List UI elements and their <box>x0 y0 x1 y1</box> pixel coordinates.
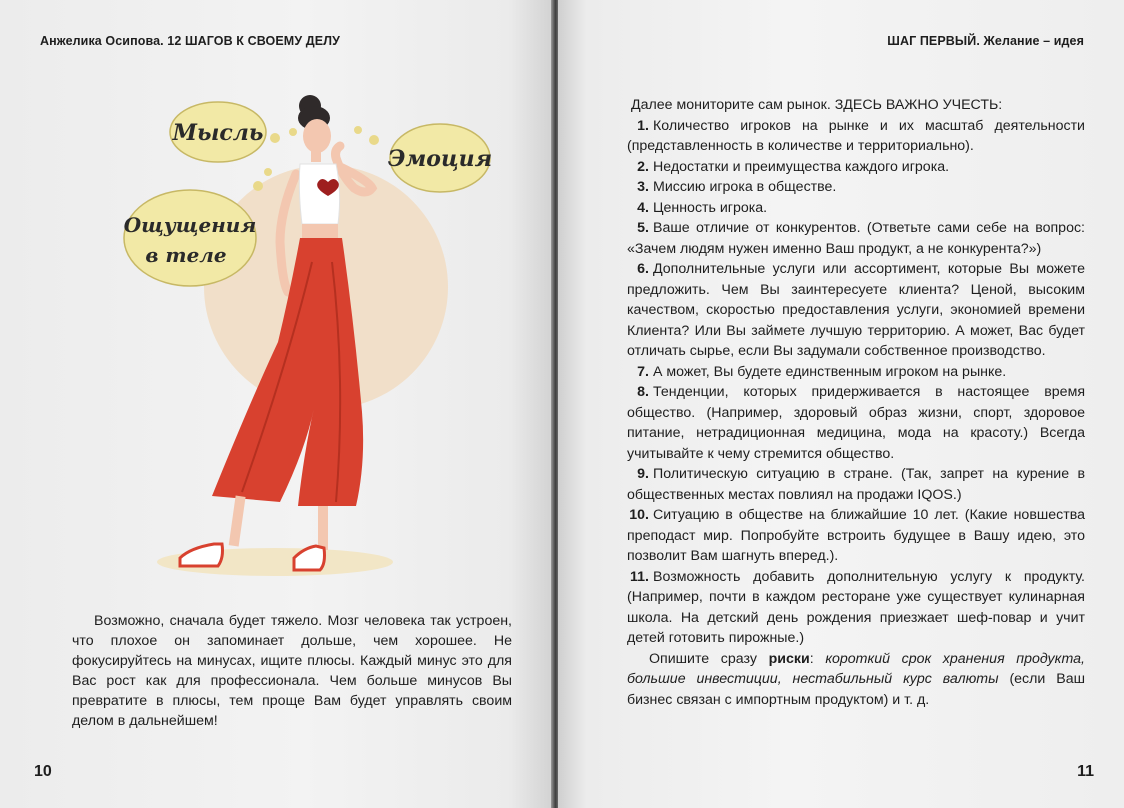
illustration-woman <box>110 92 500 592</box>
thought-dot <box>264 168 272 176</box>
left-page <box>0 0 553 808</box>
thought-dot <box>354 126 362 134</box>
running-head-left: Анжелика Осипова. 12 ШАГОВ К СВОЕМУ ДЕЛУ <box>40 34 340 48</box>
right-page <box>558 0 1124 808</box>
list-item <box>627 505 1085 567</box>
list-item-number: 4. <box>637 199 649 216</box>
right-body-text <box>627 95 1085 710</box>
bubble-emotion-label: Эмоция <box>387 146 493 172</box>
list-item <box>627 157 1085 178</box>
closing-paragraph <box>627 649 1085 711</box>
list-item-number: 3. <box>637 179 649 195</box>
paragraph: Возможно, сначала будет тяжело. Мозг человека так устроен, что плохое он запоминает дольше, чем хорошее. Не фокусируйтесь на минусах, ищите плюсы. Каждый минус это для Вас рост как для профессионала. Чем больше минусов Вы превратите в плюсы, тем проще Вам будет управлять своим делом в дальнейшем! <box>72 613 512 730</box>
list-item-number: 1. <box>637 117 649 134</box>
list-item-text: Ценность игрока. <box>653 199 768 216</box>
list-item <box>627 116 1085 157</box>
list-item-number: 9. <box>637 466 649 482</box>
list-item-text: Политическую ситуацию в стране. (Так, запрет на курение в общественных местах повлиял на продажи IQOS.) <box>627 466 1085 503</box>
list-item-text: Миссию игрока в обществе. <box>653 179 837 195</box>
list-item-text: Возможность добавить дополнительную услугу к продукту. (Например, почти в каждом ресторане уже существует кулинарная школа. На детский день рождения приезжает шеф-повар и учит детей готовить пирожные.) <box>627 568 1085 646</box>
bubble-thought <box>170 102 266 162</box>
intro-line: Далее мониторите сам рынок. ЗДЕСЬ ВАЖНО УЧЕСТЬ: <box>631 97 1003 113</box>
page-number-right: 11 <box>1077 763 1094 780</box>
list-item <box>627 382 1085 464</box>
list-item <box>627 177 1085 198</box>
bubble-sensations-line2: в теле <box>145 243 227 267</box>
list-item <box>627 464 1085 505</box>
closing-tail: (если Ваш бизнес связан с импортным продуктом) и т. д. <box>627 671 1085 708</box>
list-item-number: 11. <box>630 568 649 585</box>
list-item-number: 10. <box>629 507 649 523</box>
list-item <box>627 362 1085 383</box>
thought-dot <box>369 135 379 145</box>
bubble-sensations-line1: Ощущения <box>123 213 257 237</box>
list-item-text: Количество игроков на рынке и их масштаб деятельности (представленность в количестве и территориально). <box>627 117 1085 154</box>
risks-list: короткий срок хранения продукта, большие инвестиции, нестабильный курс валюты <box>627 650 1085 687</box>
list-item-number: 8. <box>637 384 649 400</box>
list-item <box>627 567 1085 649</box>
risks-colon: : <box>809 650 814 667</box>
running-head-right: ШАГ ПЕРВЫЙ. Желание – идея <box>887 34 1084 48</box>
list-item-text: Ситуацию в обществе на ближайшие 10 лет. (Какие новшества преподаст мир. Попробуйте встроить будущее в Вашу идею, это позволит Вам шагнуть вперед.). <box>627 507 1085 564</box>
page-number-left: 10 <box>34 763 52 780</box>
list-item-number: 6. <box>637 261 649 277</box>
closing-lead: Опишите сразу <box>649 650 757 667</box>
list-item-number: 2. <box>637 158 649 175</box>
thought-dot <box>270 133 280 143</box>
list-item-number: 7. <box>637 363 649 380</box>
bubble-thought-label: Мысль <box>172 120 264 146</box>
list-item <box>627 259 1085 362</box>
list-item-text: Ваше отличие от конкурентов. (Ответьте сами себе на вопрос: «Зачем людям нужен именно Ваш продукт, а не конкурента?») <box>627 220 1085 257</box>
list-item-text: Дополнительные услуги или ассортимент, которые Вы можете предложить. Чем Вы заинтересуете клиента? Ценой, высоким качеством, скоростью предоставления услуги, экономией времени Клиента? Или Вы займете лучшую территорию. А может, Вас будет отличать сырье, если Вы задумали собственное производство. <box>627 261 1085 359</box>
left-body-text <box>72 611 512 732</box>
list-item <box>627 218 1085 259</box>
list-item-number: 5. <box>637 220 649 236</box>
risks-word: риски <box>768 650 810 667</box>
list-item <box>627 198 1085 219</box>
numbered-list <box>627 116 1085 649</box>
list-item-text: Тенденции, которых придерживается в настоящее время общество. (Например, здоровый образ жизни, спорт, здоровое питание, нетрадиционная медицина, мода на красоту.) Всегда учитывайте к чему стремится общество. <box>627 384 1085 462</box>
thought-dot <box>289 128 297 136</box>
list-item-text: Недостатки и преимущества каждого игрока. <box>653 158 950 175</box>
thought-dot <box>253 181 263 191</box>
bubble-sensations <box>124 190 257 286</box>
list-item-text: А может, Вы будете единственным игроком на рынке. <box>653 363 1007 380</box>
bubble-emotion <box>388 124 492 192</box>
